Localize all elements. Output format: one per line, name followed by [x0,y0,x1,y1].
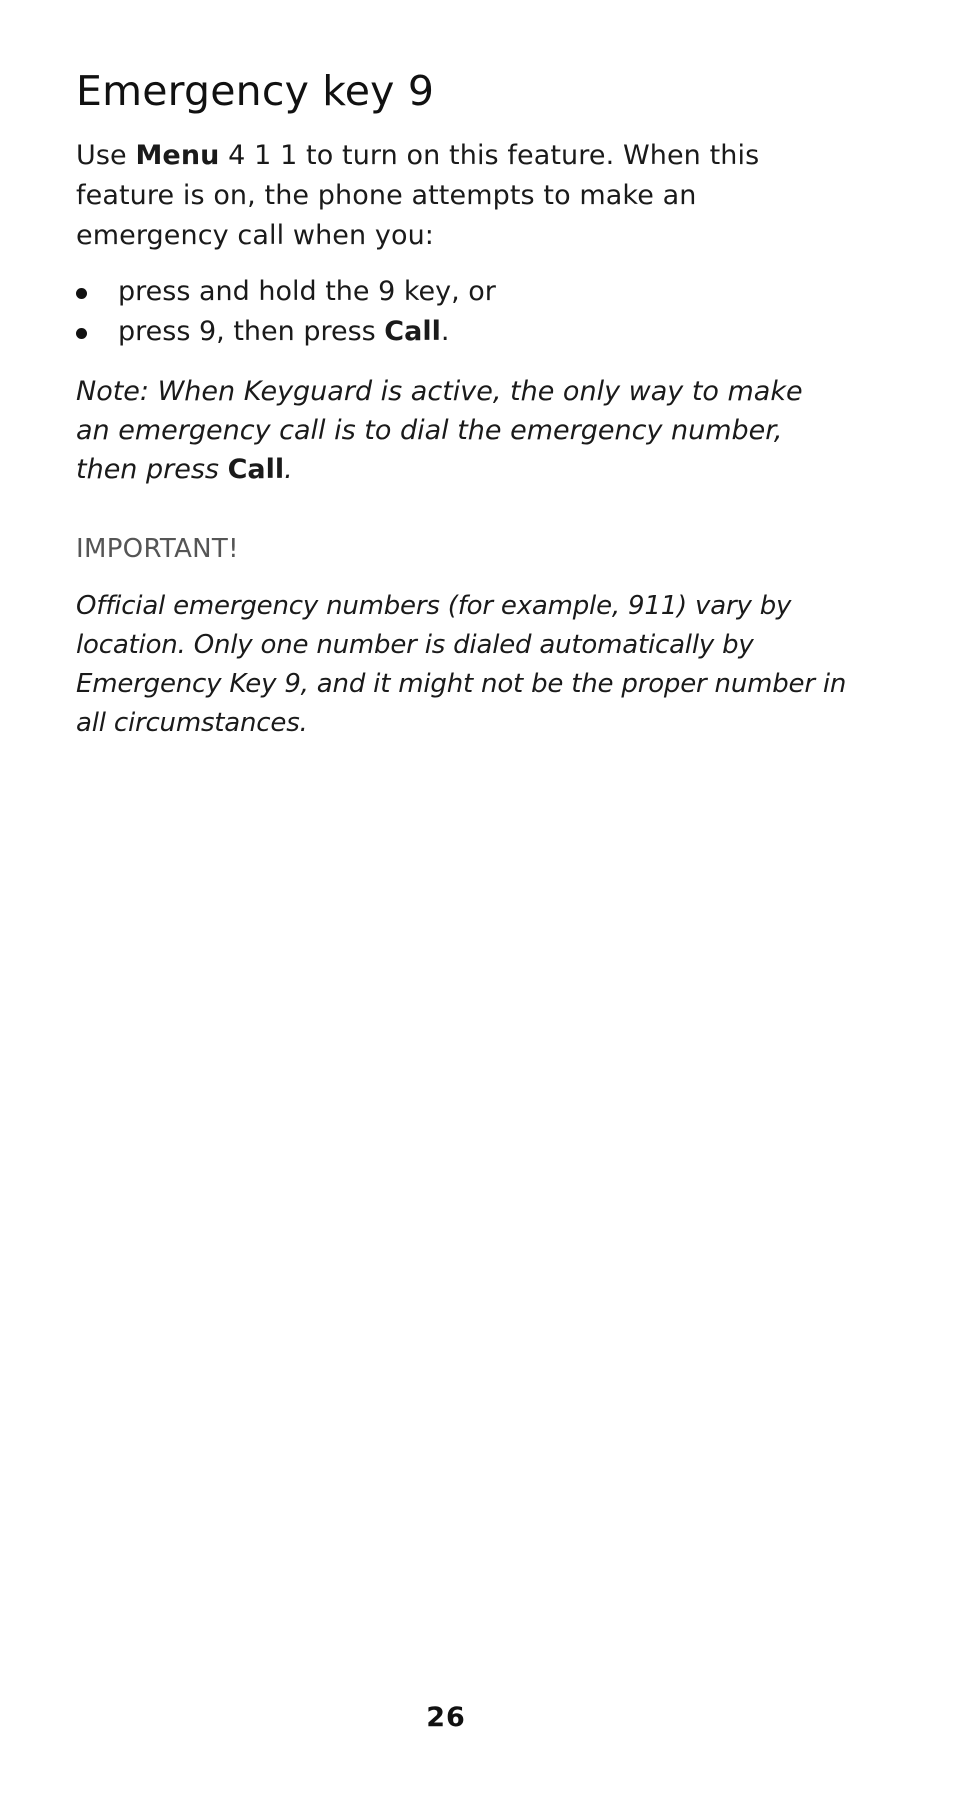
page-title: Emergency key 9 [76,67,435,115]
bullet-list [76,272,836,352]
intro-menu-bold: Menu [135,140,220,171]
note-label: Note: [76,376,158,407]
list-item [76,312,836,352]
note-paragraph [76,372,836,489]
bullet-text: press 9, then press [118,316,385,347]
bullet-icon [76,328,87,339]
important-heading: IMPORTANT! [76,534,239,564]
intro-paragraph [76,136,816,256]
note-suffix: . [284,454,293,485]
bullet-icon [76,288,87,299]
note-text: When Keyguard is active, the only way to make an emergency call is to dial the emergency number, then press [76,376,803,485]
page-number: 26 [426,1702,466,1733]
list-item [76,272,836,312]
bullet-bold: Call [384,316,441,347]
important-paragraph: Official emergency numbers (for example, 911) vary by location. Only one number is dialed automatically by Emergency Key 9, and it might not be the proper number in all circumstances. [76,591,847,738]
document-page [76,60,847,743]
bullet-text: press and hold the 9 key, or [118,276,496,307]
note-bold: Call [227,454,285,485]
intro-text-before: Use [76,140,136,171]
intro-text-after: 4 1 1 to turn on this feature. When this feature is on, the phone attempts to make an emergency call when you: [76,140,760,251]
bullet-suffix: . [440,316,450,347]
